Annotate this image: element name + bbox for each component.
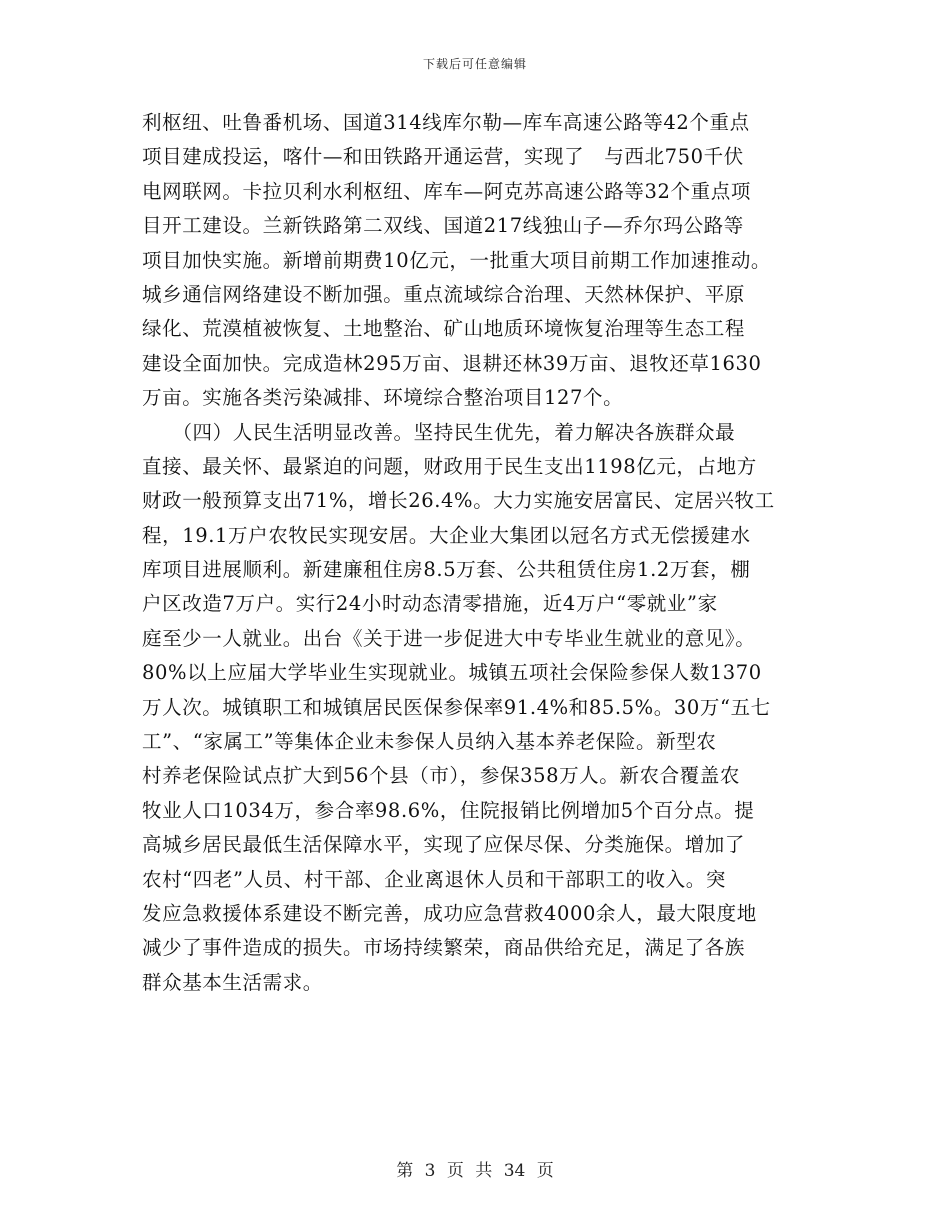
- text-line: 库项目进展顺利。新建廉租住房8.5万套、公共租赁住房1.2万套，棚: [142, 558, 751, 582]
- text-line: 利枢纽、吐鲁番机场、国道314线库尔勒—库车高速公路等42个重点: [142, 111, 750, 134]
- text-line: 项目加快实施。新增前期费10亿元，一批重大项目前期工作加速推动。: [142, 248, 772, 272]
- text-line: 农村“四老”人员、村干部、企业离退休人员和干部职工的收入。突: [142, 867, 726, 891]
- text-line: 减少了事件造成的损失。市场持续繁荣，商品供给充足，满足了各族: [142, 936, 746, 960]
- text-line: 城乡通信网络建设不断加强。重点流域综合治理、天然林保护、平原: [142, 282, 746, 306]
- text-line: 80%以上应届大学毕业生实现就业。城镇五项社会保险参保人数1370: [142, 661, 762, 685]
- text-line: 万人次。城镇职工和城镇居民医保参保率91.4%和85.5%。30万“五七: [142, 695, 771, 719]
- text-line: 直接、最关怀、最紧迫的问题，财政用于民生支出1198亿元，占地方: [142, 454, 757, 478]
- text-line: 程，19.1万户农牧民实现安居。大企业大集团以冠名方式无偿援建水: [142, 523, 751, 547]
- text-line: 项目建成投运，喀什—和田铁路开通运营，实现了 与西北750千伏: [142, 145, 744, 169]
- document-body: [142, 106, 822, 1000]
- text-line: 户区改造7万户。实行24小时动态清零措施，近4万户“零就业”家: [142, 592, 718, 616]
- text-line: 绿化、荒漠植被恢复、土地整治、矿山地质环境恢复治理等生态工程: [142, 317, 746, 341]
- text-line: 发应急救援体系建设不断完善，成功应急营救4000余人，最大限度地: [142, 901, 757, 925]
- text-line: 电网联网。卡拉贝利水利枢纽、库车—阿克苏高速公路等32个重点项: [142, 179, 751, 203]
- text-line: 牧业人口1034万，参合率98.6%，住院报销比例增加5个百分点。提: [142, 798, 755, 822]
- text-line: 工”、“家属工”等集体企业未参保人员纳入基本养老保险。新型农: [142, 730, 717, 754]
- section-heading-line: （四）人民生活明显改善。坚持民生优先，着力解决各族群众最: [142, 420, 736, 444]
- text-line: 庭至少一人就业。出台《关于进一步促进大中专毕业生就业的意见》。: [142, 626, 756, 650]
- text-line: 村养老保险试点扩大到56个县（市），参保358万人。新农合覆盖农: [142, 764, 740, 788]
- text-line: 高城乡居民最低生活保障水平，实现了应保尽保、分类施保。增加了: [142, 833, 746, 857]
- text-line: 群众基本生活需求。: [142, 970, 323, 994]
- page-header: 下载后可任意编辑: [422, 57, 527, 71]
- text-line: 建设全面加快。完成造林295万亩、退耕还林39万亩、退牧还草1630: [142, 351, 762, 375]
- text-line: 财政一般预算支出71%，增长26.4%。大力实施安居富民、定居兴牧工: [142, 489, 775, 513]
- page-footer: 第 3 页 共 34 页: [396, 1161, 554, 1181]
- text-line: 万亩。实施各类污染减排、环境综合整治项目127个。: [142, 386, 624, 410]
- text-line: 目开工建设。兰新铁路第二双线、国道217线独山子—乔尔玛公路等: [142, 214, 744, 238]
